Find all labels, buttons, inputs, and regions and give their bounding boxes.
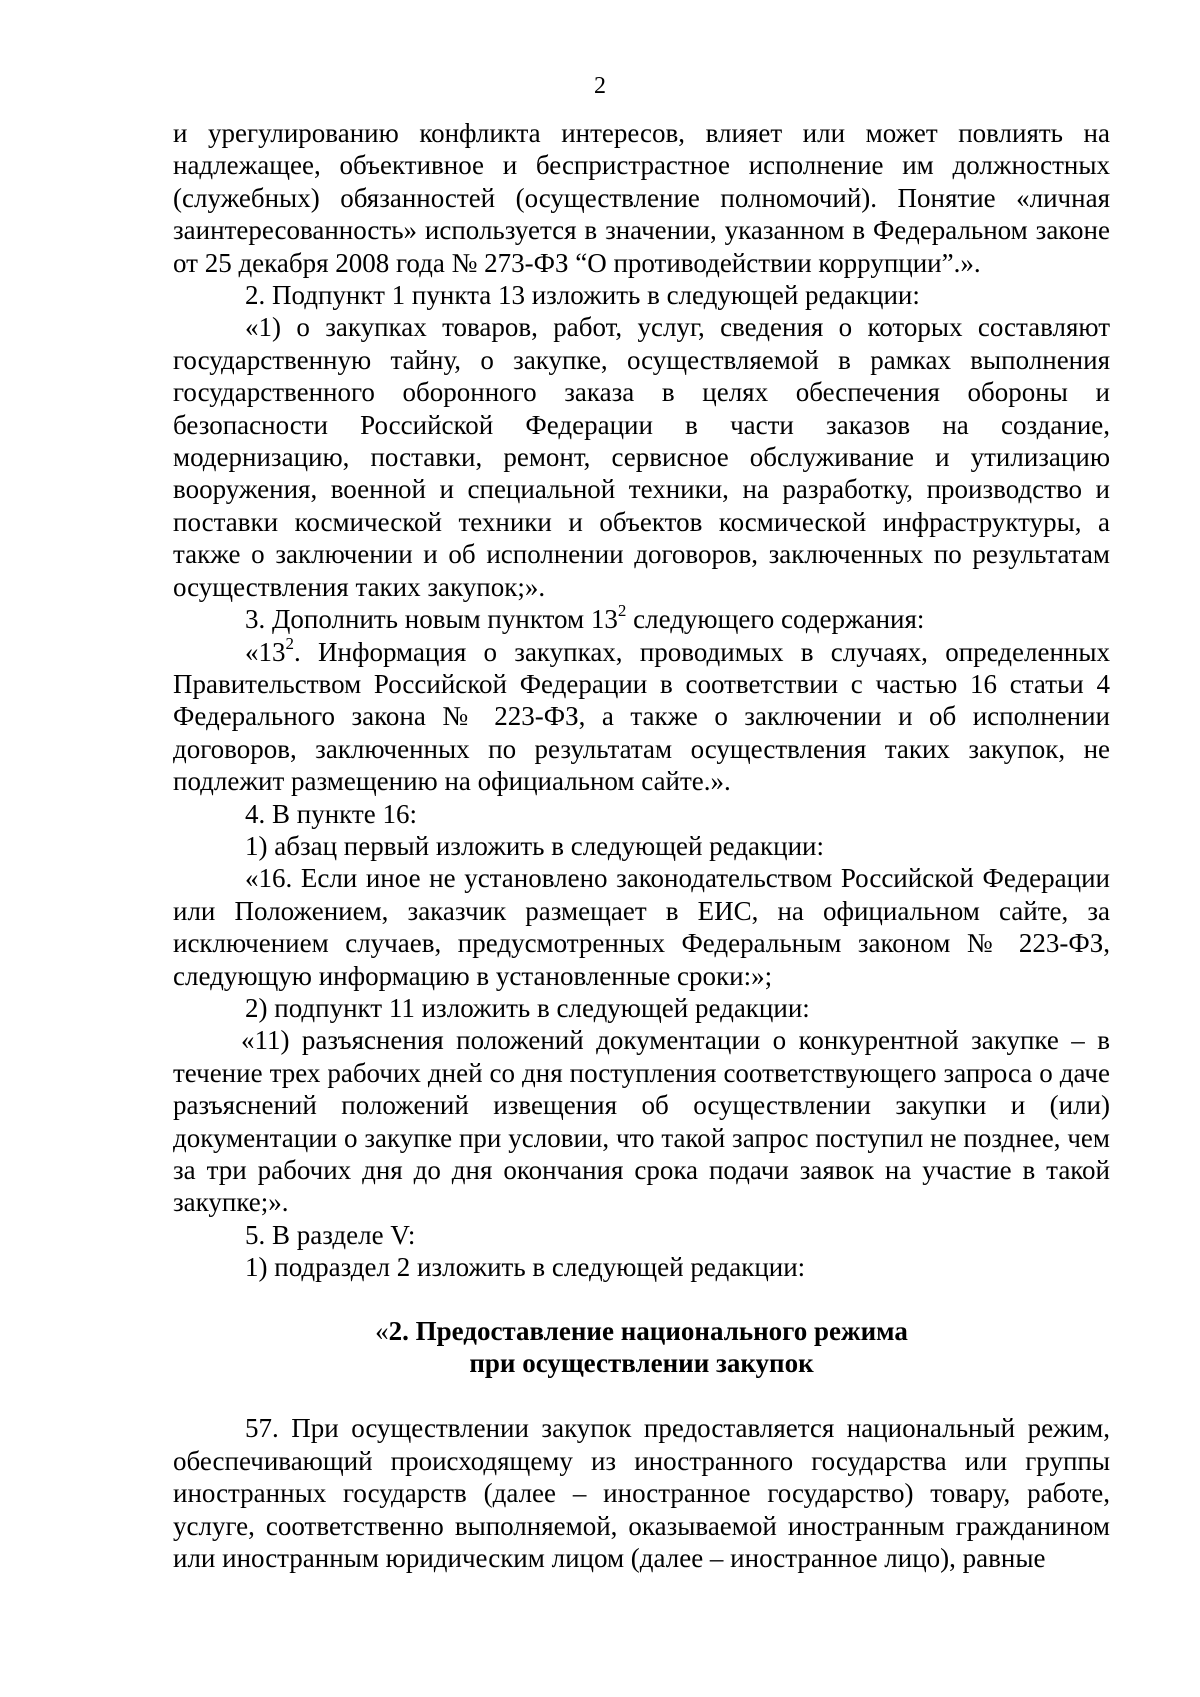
paragraph: 2) подпункт 11 изложить в следующей редакции: (245, 992, 810, 1023)
paragraph: «1) о закупках товаров, работ, услуг, сведения о которых составляют государственную тайну, о закупке, осуществляемой в рамках выполнения государственного оборонного заказа в целях обеспечения обороны и безопасности Российской Федерации в части заказов на создание, модернизацию, поставки, ремонт, сервисное обслуживание и утилизацию вооружения, военной и специальной техники, на разработку, производство и поставки космической техники и объектов космической инфраструктуры, а также о заключении и об исполнении договоров, заключенных по результатам осуществления таких закупок;». (173, 312, 1110, 602)
heading-text: 2. Предоставление национального режима (388, 1315, 908, 1346)
heading-line (173, 1315, 1110, 1347)
page-number: 2 (594, 73, 606, 99)
superscript: 2 (617, 601, 627, 621)
superscript: 2 (285, 633, 294, 653)
paragraph-text: . Информация о закупках, проводимых в случаях, определенных Правительством Российской Федерации в соответствии с частью 16 статьи 4 Федерального закона № 223-ФЗ, а также о заключении и об исполнении договоров, заключенных по результатам осуществления таких закупок, не подлежит размещению на официальном сайте.». (173, 636, 1110, 797)
paragraph: 1) подраздел 2 изложить в следующей редакции: (245, 1252, 806, 1283)
paragraph: 5. В разделе V: (245, 1219, 416, 1250)
paragraph-text: 3. Дополнить новым пунктом 13 (245, 604, 618, 635)
section-heading (173, 1315, 1110, 1380)
paragraph: 4. В пункте 16: (245, 798, 417, 829)
paragraph: 2. Подпункт 1 пункта 13 изложить в следующей редакции: (245, 280, 920, 311)
paragraph-text: «13 (245, 636, 286, 667)
paragraph (173, 633, 1110, 798)
paragraph: 57. При осуществлении закупок предоставляется национальный режим, обеспечивающий происходящему из иностранного государства или группы иностранных государств (далее – иностранное государство) товару, работе, услуге, соответственно выполняемой, оказываемой иностранным гражданином или иностранным юридическим лицом (далее – иностранное лицо), равные (173, 1413, 1110, 1574)
paragraph: «16. Если иное не установлено законодательством Российской Федерации или Положением, заказчик размещает в ЕИС, на официальном сайте, за исключением случаев, предусмотренных Федеральным законом № 223-ФЗ, следующую информацию в установленные сроки:»; (173, 863, 1110, 991)
paragraph-text: следующего содержания: (626, 604, 925, 635)
paragraph: «11) разъяснения положений документации о конкурентной закупке – в течение трех рабочих дней со дня поступления соответствующего запроса о даче разъяснений положений извещения об осуществлении закупки и (или) документации о закупке при условии, что такой запрос поступил не позднее, чем за три рабочих дня до дня окончания срока подачи заявок на участие в такой закупке;». (173, 1025, 1110, 1218)
paragraph (173, 603, 1110, 635)
paragraph: 1) абзац первый изложить в следующей редакции: (245, 830, 824, 861)
opening-quote: « (375, 1315, 389, 1346)
document-body (173, 117, 1110, 1574)
paragraph: и урегулированию конфликта интересов, влияет или может повлиять на надлежащее, объективное и беспристрастное исполнение им должностных (служебных) обязанностей (осуществление полномочий). Понятие «личная заинтересованность» используется в значении, указанном в Федеральном законе от 25 декабря 2008 года № 273-ФЗ “О противодействии коррупции”.». (173, 118, 1110, 278)
heading-line: при осуществлении закупок (469, 1348, 814, 1379)
